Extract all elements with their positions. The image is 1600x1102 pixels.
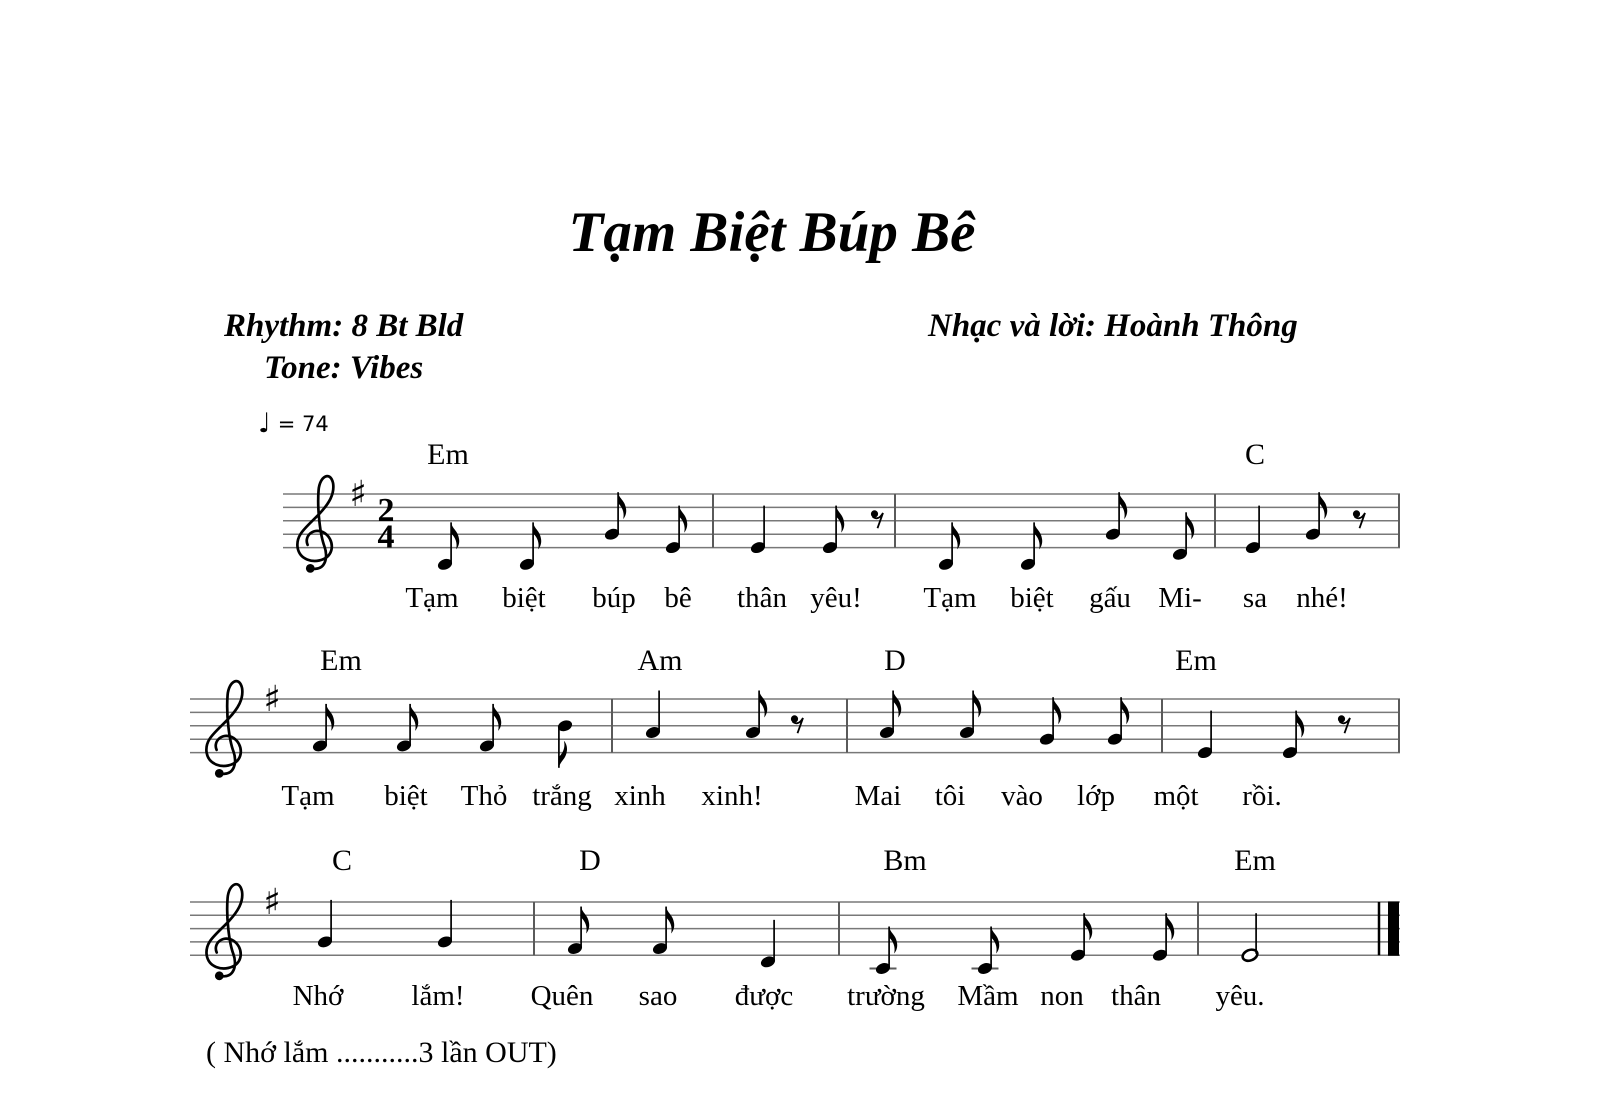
lyric-syllable: Mi- xyxy=(1158,582,1202,614)
lyric-syllable: xinh xyxy=(614,780,666,812)
eighth-flag-icon xyxy=(893,691,901,718)
quarter-note-icon: ♩ xyxy=(258,408,271,439)
chord-symbol: Em xyxy=(1175,644,1217,677)
lyric-syllable: bê xyxy=(664,582,692,614)
lyric-syllable: Tạm xyxy=(281,780,335,812)
lyric-syllable: lớp xyxy=(1077,780,1115,812)
lyric-syllable: biệt xyxy=(502,582,546,614)
eighth-flag-icon xyxy=(1053,697,1061,724)
lyric-syllable: xinh! xyxy=(701,780,763,812)
treble-clef-icon xyxy=(206,884,242,976)
lyric-syllable: thân xyxy=(1111,980,1161,1012)
composer-credit: Nhạc và lời: Hoành Thông xyxy=(928,308,1298,344)
eighth-flag-icon xyxy=(759,691,767,718)
lyric-syllable: Thỏ xyxy=(460,780,508,812)
key-signature-sharp-icon: ♯ xyxy=(263,679,281,720)
lyric-syllable: tôi xyxy=(934,780,966,812)
chord-symbol: Em xyxy=(427,438,469,471)
eighth-flag-icon xyxy=(836,506,844,533)
lyric-syllable: sao xyxy=(638,980,678,1012)
lyric-syllable: sa xyxy=(1242,582,1268,614)
chord-symbol: C xyxy=(331,844,353,877)
eighth-flag-icon xyxy=(991,927,999,954)
tone-label: Tone: Vibes xyxy=(264,350,424,386)
chord-symbol: D xyxy=(579,844,601,877)
chord-symbol: Em xyxy=(320,644,362,677)
lyric-syllable: vào xyxy=(1001,780,1043,812)
eighth-flag-icon xyxy=(493,704,501,731)
lyric-syllable: Tạm xyxy=(405,582,459,614)
chord-symbol: Em xyxy=(1234,844,1276,877)
eighth-flag-icon xyxy=(1319,492,1327,519)
lyric-syllable: yêu! xyxy=(810,582,862,614)
treble-clef-icon xyxy=(206,681,242,774)
eighth-flag-icon xyxy=(679,506,687,533)
chord-symbol: D xyxy=(884,644,906,677)
song-title: Tạm Biệt Búp Bê xyxy=(568,201,976,264)
lyric-syllable: trắng xyxy=(532,780,592,812)
lyric-syllable: Mầm xyxy=(957,980,1019,1012)
eighth-rest-icon xyxy=(1338,715,1345,722)
time-signature-numerator: 2 xyxy=(377,491,395,529)
lyric-syllable: non xyxy=(1040,980,1084,1012)
lyric-syllable: nhé! xyxy=(1296,582,1348,614)
eighth-flag-icon xyxy=(581,907,589,934)
treble-clef-icon xyxy=(297,476,333,569)
lyric-syllable: yêu. xyxy=(1215,980,1265,1012)
lyric-syllable: Mai xyxy=(854,780,902,812)
eighth-flag-icon xyxy=(1186,512,1194,539)
key-signature-sharp-icon: ♯ xyxy=(349,474,367,515)
tempo-value: = 74 xyxy=(277,412,329,436)
lyric-syllable: Quên xyxy=(530,980,594,1012)
eighth-flag-icon xyxy=(1119,492,1127,519)
lyric-syllable: một xyxy=(1153,780,1199,812)
eighth-flag-icon xyxy=(451,522,459,549)
eighth-flag-icon xyxy=(889,927,897,954)
key-signature-sharp-icon: ♯ xyxy=(263,882,281,923)
rhythm-label: Rhythm: 8 Bt Bld xyxy=(224,308,464,344)
eighth-flag-icon xyxy=(1084,913,1092,940)
eighth-flag-icon xyxy=(973,691,981,718)
eighth-flag-icon xyxy=(952,522,960,549)
lyric-syllable: biệt xyxy=(384,780,428,812)
eighth-flag-icon xyxy=(666,907,674,934)
eighth-rest-icon xyxy=(871,510,878,517)
lyric-syllable: thân xyxy=(737,582,787,614)
eighth-flag-icon xyxy=(1296,711,1304,738)
lyric-syllable: được xyxy=(734,980,794,1012)
lyric-syllable: gấu xyxy=(1089,582,1131,614)
eighth-flag-icon xyxy=(559,741,567,768)
eighth-flag-icon xyxy=(618,492,626,519)
eighth-flag-icon xyxy=(533,522,541,549)
lyric-syllable: Nhớ xyxy=(292,980,344,1012)
eighth-flag-icon xyxy=(1121,697,1129,724)
time-signature-denominator: 4 xyxy=(377,518,395,556)
eighth-rest-icon xyxy=(1353,510,1360,517)
final-thick-barline xyxy=(1388,902,1399,956)
lyric-syllable: biệt xyxy=(1010,582,1054,614)
chord-symbol: C xyxy=(1244,438,1266,471)
lyric-syllable: trường xyxy=(847,980,925,1012)
lyric-syllable: búp xyxy=(592,582,636,614)
eighth-flag-icon xyxy=(1166,913,1174,940)
eighth-flag-icon xyxy=(326,704,334,731)
lyric-syllable: rồi. xyxy=(1242,780,1282,812)
repeat-instruction: ( Nhớ lắm ...........3 lần OUT) xyxy=(206,1036,557,1069)
lyric-syllable: Tạm xyxy=(923,582,977,614)
chord-symbol: Am xyxy=(637,644,683,677)
eighth-rest-icon xyxy=(791,715,798,722)
chord-symbol: Bm xyxy=(883,844,927,877)
lyric-syllable: lắm! xyxy=(411,980,465,1012)
eighth-flag-icon xyxy=(410,704,418,731)
eighth-flag-icon xyxy=(1034,522,1042,549)
